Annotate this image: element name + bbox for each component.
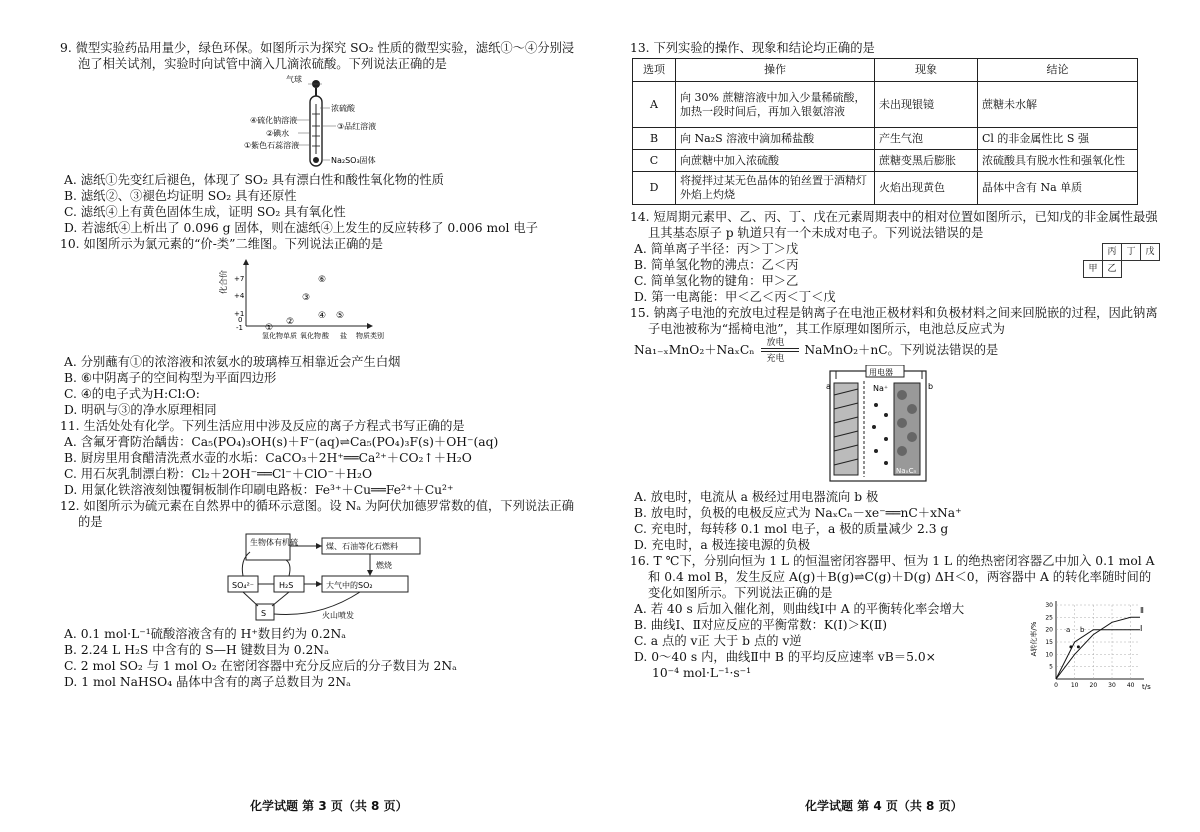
cell: 向蔗糖中加入浓硫酸 xyxy=(676,150,875,172)
q13-stem: 13. 下列实验的操作、现象和结论均正确的是 xyxy=(630,41,875,55)
y-tick-label: 25 xyxy=(1045,614,1053,622)
left-page xyxy=(60,40,580,690)
cell: 向 Na₂S 溶液中滴加稀盐酸 xyxy=(676,128,875,150)
q14-option-b: B. 简单氢化物的沸点：乙＜丙 xyxy=(634,258,799,272)
cell: 蔗糖变黑后膨胀 xyxy=(875,150,978,172)
table-row xyxy=(633,128,1138,150)
question-16 xyxy=(630,553,1160,691)
cell-wu: 戊 xyxy=(1141,244,1160,261)
label-volcano: 火山喷发 xyxy=(322,611,354,620)
electrode-b: b xyxy=(928,382,934,391)
q13-table xyxy=(632,58,1138,205)
chart-xlabel: t/s xyxy=(1142,683,1151,691)
curve-label-II: Ⅱ xyxy=(1140,606,1144,615)
question-13 xyxy=(630,40,1160,205)
chart-ylabel: A转化率/% xyxy=(1030,621,1038,657)
table-row xyxy=(633,172,1138,205)
q9-stem: 9. 微型实验药品用量少，绿色环保。如图所示为探究 SO₂ 性质的微型实验，滤纸①～④分别浸泡了相关试剂，实验时向试管中滴入几滴浓硫酸。下列说法正确的是 xyxy=(60,41,575,71)
cell: A xyxy=(633,82,676,128)
q11-option-b: B. 厨房里用食醋清洗煮水壶的水垢：CaCO₃＋2H⁺══Ca²⁺＋CO₂↑＋H₂O xyxy=(64,451,472,465)
footer-left: 化学试题 第 3 页（共 8 页） xyxy=(250,799,408,813)
eq-charge: 充电 xyxy=(766,354,785,364)
label-solid: Na₂SO₃固体 xyxy=(331,156,376,165)
q16-option-c: C. a 点的 v正 大于 b 点的 v逆 xyxy=(634,634,802,648)
curve-label-I: Ⅰ xyxy=(1140,624,1143,633)
electrode-a: a xyxy=(826,382,831,391)
box-so4: SO₄²⁻ xyxy=(232,581,255,590)
point-a-label: a xyxy=(1066,626,1071,634)
cell-bing: 丙 xyxy=(1103,244,1122,261)
xcat: 氧化物 xyxy=(300,332,321,340)
point-4: ④ xyxy=(318,311,327,321)
table-row xyxy=(633,150,1138,172)
q10-option-a: A. 分别蘸有①的浓溶液和浓氨水的玻璃棒互相靠近会产生白烟 xyxy=(64,355,401,369)
question-14 xyxy=(630,209,1160,305)
cell: 晶体中含有 Na 单质 xyxy=(978,172,1138,205)
box-atm: 大气中的SO₂ xyxy=(326,581,373,590)
label-acid: 浓硫酸 xyxy=(331,104,355,113)
q16-stem: 16. T ℃下，分别向恒为 1 L 的恒温密闭容器甲、恒为 1 L 的绝热密闭容器乙中加入 0.1 mol A 和 0.4 mol B，发生反应 A(g)＋B(g)⇌C(g)＋D(g) ΔH＜0，两容器中 A 的转化率随时间的变化如图所示。下列说法正确的是 xyxy=(630,554,1155,600)
q12-option-c: C. 2 mol SO₂ 与 1 mol O₂ 在密闭容器中充分反应后的分子数目为 2Nₐ xyxy=(64,659,457,673)
periodic-table-fragment xyxy=(1083,243,1160,278)
q15-figure xyxy=(630,365,1160,487)
device-label: 用电器 xyxy=(869,368,893,377)
right-page xyxy=(630,40,1160,691)
cell-ding: 丁 xyxy=(1122,244,1141,261)
q15-stem: 15. 钠离子电池的充放电过程是钠离子在电池正极材料和负极材料之间来回脱嵌的过程，因此钠离子电池被称为“摇椅电池”，其工作原理如图所示，电池总反应式为 xyxy=(630,306,1158,336)
cell: 将搅拌过某无色晶体的铂丝置于酒精灯外焰上灼烧 xyxy=(676,172,875,205)
q10-stem: 10. 如图所示为氯元素的“价-类”二维图。下列说法正确的是 xyxy=(60,237,384,251)
x-tick-label: 0 xyxy=(1054,682,1058,689)
table-header xyxy=(633,59,1138,82)
point-3: ③ xyxy=(302,293,311,303)
q10-option-d: D. 明矾与③的净水原理相同 xyxy=(64,403,217,417)
q11-stem: 11. 生活处处有化学。下列生活应用中涉及反应的离子方程式书写正确的是 xyxy=(60,419,465,433)
q16-option-b: B. 曲线Ⅰ、Ⅱ对应反应的平衡常数：K(Ⅰ)＞K(Ⅱ) xyxy=(634,618,888,632)
question-12 xyxy=(60,498,580,690)
q12-option-b: B. 2.24 L H₂S 中含有的 S—H 键数目为 0.2Nₐ xyxy=(64,643,329,657)
q16-option-d: D. 0～40 s 内，曲线Ⅱ中 B 的平均反应速率 vB＝5.0× xyxy=(634,650,936,664)
battery-diagram xyxy=(630,365,1160,487)
cell: 向 30% 蔗糖溶液中加入少量稀硫酸，加热一段时间后，再加入银氨溶液 xyxy=(676,82,875,128)
q10-option-b: B. ⑥中阴离子的空间构型为平面四边形 xyxy=(64,371,277,385)
q15-option-b: B. 放电时，负极的电极反应式为 NaₓCₙ－xe⁻══nC＋xNa⁺ xyxy=(634,506,962,520)
cell: 浓硫酸具有脱水性和强氧化性 xyxy=(978,150,1138,172)
ytick: +7 xyxy=(234,275,245,283)
label-filter-1: ①紫色石蕊溶液 xyxy=(244,141,300,150)
q9-figure xyxy=(60,74,580,170)
ytick: +4 xyxy=(234,292,245,300)
eq-discharge: 放电 xyxy=(766,338,785,348)
q15-option-d: D. 充电时，a 极连接电源的负极 xyxy=(634,538,811,552)
label-filter-4: ④硫化钠溶液 xyxy=(250,116,298,125)
th-phenomenon: 现象 xyxy=(875,59,978,82)
label-filter-3: ③品红溶液 xyxy=(337,122,377,131)
q14-stem: 14. 短周期元素甲、乙、丙、丁、戊在元素周期表中的相对位置如图所示，已知戊的非金属性最强且其基态原子 p 轨道只有一个未成对电子。下列说法错误的是 xyxy=(630,210,1158,240)
x-tick-label: 10 xyxy=(1070,682,1079,689)
q14-option-d: D. 第一电离能：甲＜乙＜丙＜丁＜戊 xyxy=(634,290,836,304)
sulfur-cycle-diagram xyxy=(60,532,580,624)
anode-label: NaₓCₙ xyxy=(896,467,917,475)
conversion-chart xyxy=(1030,595,1158,691)
ytick: 0 xyxy=(238,316,243,324)
eq-left: Na₁₋ₓMnO₂＋NaₓCₙ xyxy=(634,343,755,357)
q10-option-c: C. ④的电子式为H:Cl:O: xyxy=(64,387,200,401)
y-tick-label: 20 xyxy=(1045,626,1053,634)
q16-option-a: A. 若 40 s 后加入催化剂，则曲线Ⅰ中 A 的平衡转化率会增大 xyxy=(634,602,965,616)
ytick: -1 xyxy=(236,324,243,332)
point-2: ② xyxy=(286,317,295,327)
point-b-label: b xyxy=(1080,626,1085,634)
box-s: S xyxy=(261,609,267,618)
eq-arrow xyxy=(759,337,801,363)
box-fossil: 煤、石油等化石燃料 xyxy=(326,542,398,551)
q11-option-d: D. 用氯化铁溶液刻蚀覆铜板制作印刷电路板：Fe³⁺＋Cu══Fe²⁺＋Cu²⁺ xyxy=(64,483,454,497)
xcat: 单质 xyxy=(283,332,297,340)
ion-label: Na⁺ xyxy=(873,384,889,393)
cell: Cl 的非金属性比 S 强 xyxy=(978,128,1138,150)
xcat: 盐 xyxy=(340,332,347,340)
q9-option-b: B. 滤纸②、③褪色均证明 SO₂ 具有还原性 xyxy=(64,189,297,203)
cell: 火焰出现黄色 xyxy=(875,172,978,205)
q10-xlabel: 物质类别 xyxy=(356,332,384,340)
eq-right: NaMnO₂＋nC。下列说法错误的是 xyxy=(804,343,999,357)
xcat: 氢化物 xyxy=(262,332,283,340)
point-6: ⑥ xyxy=(318,275,327,285)
q12-figure xyxy=(60,532,580,624)
q15-equation xyxy=(630,337,1160,363)
test-tube-diagram xyxy=(60,74,580,170)
x-tick-label: 40 xyxy=(1126,682,1135,689)
valence-class-chart xyxy=(60,254,580,352)
q14-option-a: A. 简单离子半径：丙＞丁＞戊 xyxy=(634,242,799,256)
point-a xyxy=(1069,645,1072,648)
q9-option-d: D. 若滤纸④上析出了 0.096 g 固体，则在滤纸④上发生的反应转移了 0.006 mol 电子 xyxy=(64,221,538,235)
y-tick-label: 10 xyxy=(1045,651,1053,659)
y-tick-label: 15 xyxy=(1045,639,1053,646)
y-tick-label: 5 xyxy=(1049,663,1053,671)
label-burn: 燃烧 xyxy=(376,561,392,570)
question-10 xyxy=(60,236,580,418)
question-15 xyxy=(630,305,1160,553)
footer-right: 化学试题 第 4 页（共 8 页） xyxy=(805,799,963,813)
q11-option-c: C. 用石灰乳制漂白粉：Cl₂＋2OH⁻══Cl⁻＋ClO⁻＋H₂O xyxy=(64,467,373,481)
x-tick-label: 20 xyxy=(1089,682,1098,689)
q12-option-d: D. 1 mol NaHSO₄ 晶体中含有的离子总数目为 2Nₐ xyxy=(64,675,351,689)
q14-option-c: C. 简单氢化物的键角：甲＞乙 xyxy=(634,274,799,288)
q10-ylabel: 化合价 xyxy=(219,270,228,294)
cell: 蔗糖未水解 xyxy=(978,82,1138,128)
q15-option-c: C. 充电时，每转移 0.1 mol 电子，a 极的质量减少 2.3 g xyxy=(634,522,949,536)
cell: D xyxy=(633,172,676,205)
box-h2s: H₂S xyxy=(279,581,294,590)
label-balloon: 气球 xyxy=(286,75,302,84)
cell: B xyxy=(633,128,676,150)
point-5: ⑤ xyxy=(336,311,345,321)
y-tick-label: 30 xyxy=(1045,602,1053,609)
x-tick-label: 30 xyxy=(1108,682,1116,689)
box-bio: 生物体有机硫 xyxy=(250,538,298,547)
table-row xyxy=(633,82,1138,128)
question-9 xyxy=(60,40,580,236)
th-conclusion: 结论 xyxy=(978,59,1138,82)
q11-option-a: A. 含氟牙膏防治龋齿：Ca₅(PO₄)₃OH(s)＋F⁻(aq)⇌Ca₅(PO₄)₃F(s)＋OH⁻(aq) xyxy=(64,435,499,449)
q9-option-a: A. 滤纸①先变红后褪色，体现了 SO₂ 具有漂白性和酸性氧化物的性质 xyxy=(64,173,444,187)
q9-option-c: C. 滤纸④上有黄色固体生成，证明 SO₂ 具有氧化性 xyxy=(64,205,346,219)
label-filter-2: ②碘水 xyxy=(266,129,290,138)
q12-stem: 12. 如图所示为硫元素在自然界中的循环示意图。设 Nₐ 为阿伏加德罗常数的值，下列说法正确的是 xyxy=(60,499,575,529)
q12-option-a: A. 0.1 mol·L⁻¹硫酸溶液含有的 H⁺数目约为 0.2Nₐ xyxy=(64,627,347,641)
point-1: ① xyxy=(265,323,274,333)
point-b xyxy=(1077,645,1080,648)
th-option: 选项 xyxy=(633,59,676,82)
cell: 产生气泡 xyxy=(875,128,978,150)
question-11 xyxy=(60,418,580,498)
q16-option-d-cont: 10⁻⁴ mol·L⁻¹·s⁻¹ xyxy=(652,666,752,680)
q10-figure xyxy=(60,254,580,352)
q15-option-a: A. 放电时，电流从 a 极经过用电器流向 b 极 xyxy=(634,490,879,504)
xcat: 酸 xyxy=(322,332,329,340)
cell-yi: 乙 xyxy=(1103,261,1122,278)
cell: 未出现银镜 xyxy=(875,82,978,128)
ytick: +1 xyxy=(234,310,245,318)
cell-jia: 甲 xyxy=(1084,261,1103,278)
cell: C xyxy=(633,150,676,172)
th-operation: 操作 xyxy=(676,59,875,82)
